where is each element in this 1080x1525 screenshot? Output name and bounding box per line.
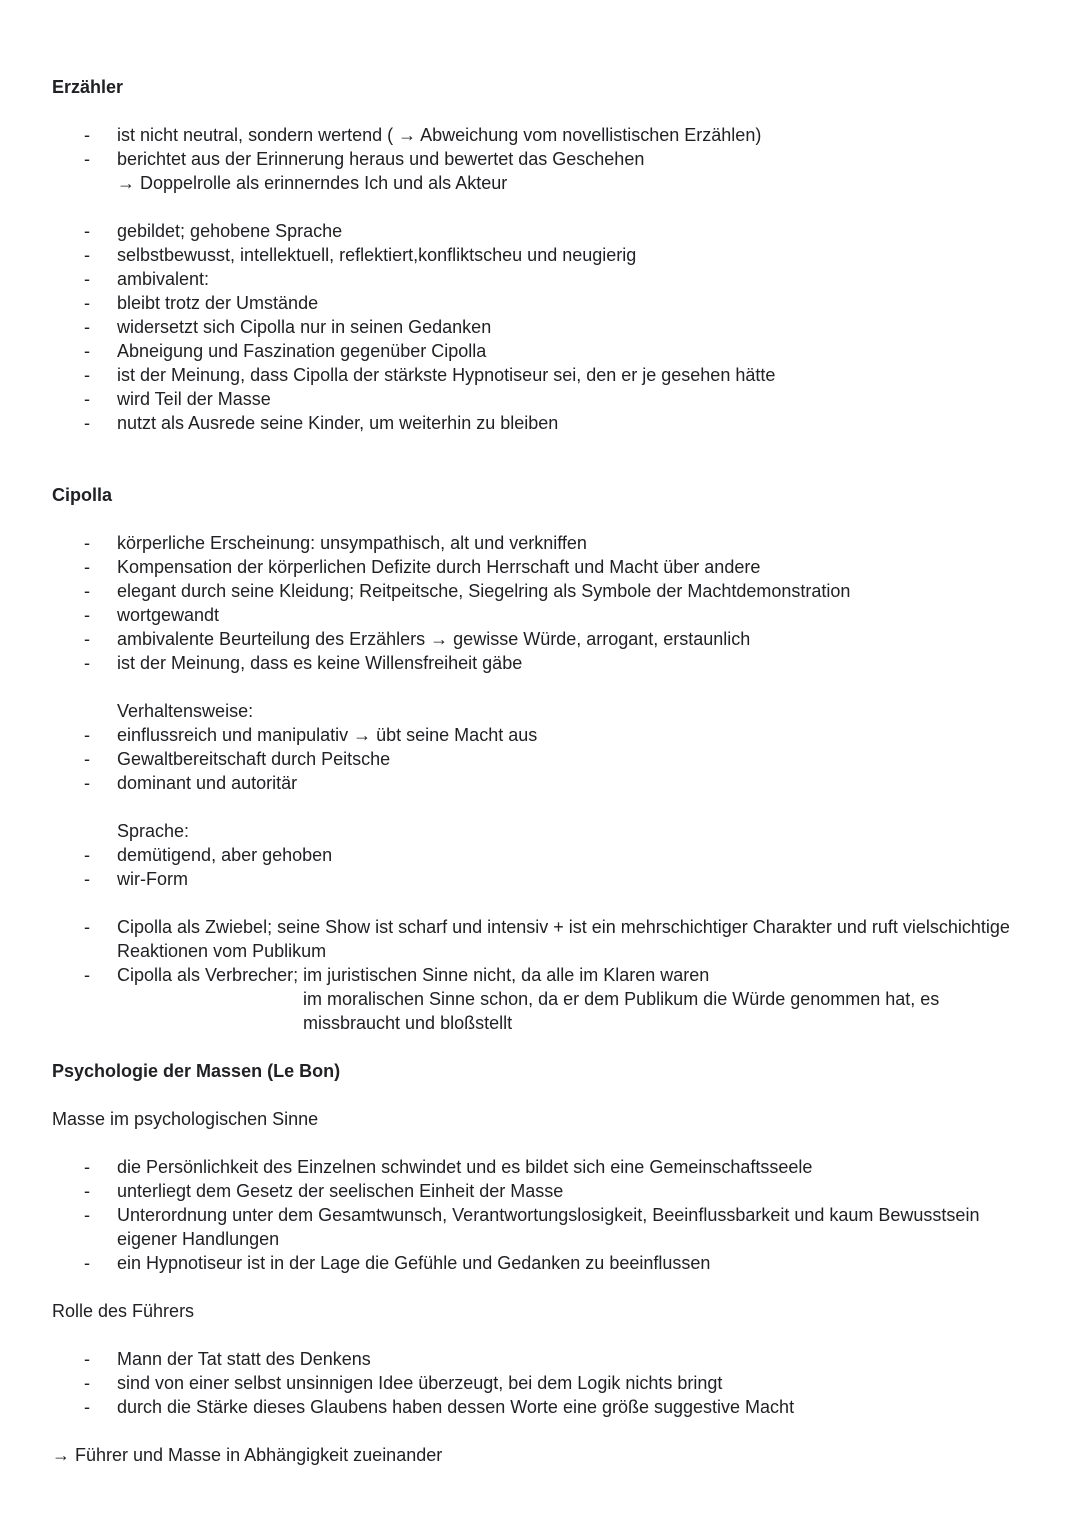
list-item: - selbstbewusst, intellektuell, reflektiert,konfliktscheu und neugierig [84, 245, 637, 265]
bullet-dash: - [84, 1397, 90, 1417]
list-item: - sind von einer selbst unsinnigen Idee überzeugt, bei dem Logik nichts bringt [84, 1373, 723, 1393]
list-item: - körperliche Erscheinung: unsympathisch, alt und verkniffen [84, 533, 587, 553]
bullet-dash: - [84, 725, 90, 745]
list-item: - Cipolla als Zwiebel; seine Show ist scharf und intensiv + ist ein mehrschichtiger Charakter und ruft vielschichtige [84, 917, 1010, 937]
list-item: - bleibt trotz der Umstände [84, 293, 319, 313]
list-item: - widersetzt sich Cipolla nur in seinen Gedanken [84, 317, 492, 337]
list-item: - wortgewandt [84, 605, 220, 625]
list-item-continuation: im moralischen Sinne schon, da er dem Publikum die Würde genommen hat, es [303, 989, 940, 1009]
bullet-dash: - [84, 293, 90, 313]
list-item: - einflussreich und manipulativ → übt seine Macht aus [84, 725, 538, 745]
bullet-dash: - [84, 965, 90, 985]
list-item: - Kompensation der körperlichen Defizite durch Herrschaft und Macht über andere [84, 557, 761, 577]
list-item: - ambivalente Beurteilung des Erzählers → gewisse Würde, arrogant, erstaunlich [84, 629, 751, 649]
list-item: - elegant durch seine Kleidung; Reitpeitsche, Siegelring als Symbole der Machtdemonstration [84, 581, 851, 601]
bullet-dash: - [84, 413, 90, 433]
bullet-dash: - [84, 1253, 90, 1273]
bullet-dash: - [84, 317, 90, 337]
section-title-massen: Psychologie der Massen (Le Bon) [52, 1061, 341, 1081]
list-item: - gebildet; gehobene Sprache [84, 221, 343, 241]
list-item: - ist der Meinung, dass Cipolla der stärkste Hypnotiseur sei, den er je gesehen hätte [84, 365, 776, 385]
list-item: - die Persönlichkeit des Einzelnen schwindet und es bildet sich eine Gemeinschaftsseele [84, 1157, 813, 1177]
list-item: - ist der Meinung, dass es keine Willensfreiheit gäbe [84, 653, 523, 673]
bullet-dash: - [84, 845, 90, 865]
bullet-dash: - [84, 773, 90, 793]
bullet-dash: - [84, 581, 90, 601]
bullet-dash: - [84, 269, 90, 289]
bullet-dash: - [84, 1205, 90, 1225]
bullet-dash: - [84, 629, 90, 649]
sublabel-verhalten: Verhaltensweise: [117, 701, 254, 721]
bullet-dash: - [84, 557, 90, 577]
bullet-dash: - [84, 1157, 90, 1177]
list-item-continuation: Reaktionen vom Publikum [117, 941, 327, 961]
bullet-dash: - [84, 365, 90, 385]
subheading-masse: Masse im psychologischen Sinne [52, 1109, 319, 1129]
list-item: - ambivalent: [84, 269, 210, 289]
bullet-dash: - [84, 245, 90, 265]
bullet-dash: - [84, 605, 90, 625]
list-item: - Mann der Tat statt des Denkens [84, 1349, 371, 1369]
list-item: - demütigend, aber gehoben [84, 845, 333, 865]
list-item-continuation: → Doppelrolle als erinnerndes Ich und als Akteur [117, 173, 508, 193]
bullet-dash: - [84, 749, 90, 769]
bullet-dash: - [84, 149, 90, 169]
list-item-continuation: missbraucht und bloßstellt [303, 1013, 513, 1033]
list-item-continuation: eigener Handlungen [117, 1229, 280, 1249]
subheading-fuehrer: Rolle des Führers [52, 1301, 195, 1321]
bullet-dash: - [84, 389, 90, 409]
list-item: - unterliegt dem Gesetz der seelischen Einheit der Masse [84, 1181, 564, 1201]
list-item: - Unterordnung unter dem Gesamtwunsch, Verantwortungslosigkeit, Beeinflussbarkeit und kaum Bewusstsein [84, 1205, 980, 1225]
sublabel-sprache: Sprache: [117, 821, 190, 841]
list-item: - ein Hypnotiseur ist in der Lage die Gefühle und Gedanken zu beeinflussen [84, 1253, 711, 1273]
list-item: - Gewaltbereitschaft durch Peitsche [84, 749, 391, 769]
bullet-dash: - [84, 1349, 90, 1369]
list-item: - Abneigung und Faszination gegenüber Cipolla [84, 341, 487, 361]
bullet-dash: - [84, 125, 90, 145]
bullet-dash: - [84, 341, 90, 361]
bullet-dash: - [84, 221, 90, 241]
bullet-dash: - [84, 533, 90, 553]
document-page [52, 75, 1042, 1467]
list-item: - dominant und autoritär [84, 773, 298, 793]
list-item: - wird Teil der Masse [84, 389, 271, 409]
list-item: - durch die Stärke dieses Glaubens haben dessen Worte eine größe suggestive Macht [84, 1397, 795, 1417]
list-item: - nutzt als Ausrede seine Kinder, um weiterhin zu bleiben [84, 413, 559, 433]
list-item: - berichtet aus der Erinnerung heraus und bewertet das Geschehen [84, 149, 645, 169]
section-title-cipolla: Cipolla [52, 485, 113, 505]
bullet-dash: - [84, 653, 90, 673]
list-item: - Cipolla als Verbrecher; im juristischen Sinne nicht, da alle im Klaren waren [84, 965, 710, 985]
list-item: - wir-Form [84, 869, 188, 889]
bullet-dash: - [84, 869, 90, 889]
section-title-erzaehler: Erzähler [52, 77, 124, 97]
conclusion-line: → Führer und Masse in Abhängigkeit zueinander [52, 1445, 443, 1465]
bullet-dash: - [84, 1181, 90, 1201]
bullet-dash: - [84, 1373, 90, 1393]
list-item: - ist nicht neutral, sondern wertend ( → Abweichung vom novellistischen Erzählen) [84, 125, 762, 145]
bullet-dash: - [84, 917, 90, 937]
